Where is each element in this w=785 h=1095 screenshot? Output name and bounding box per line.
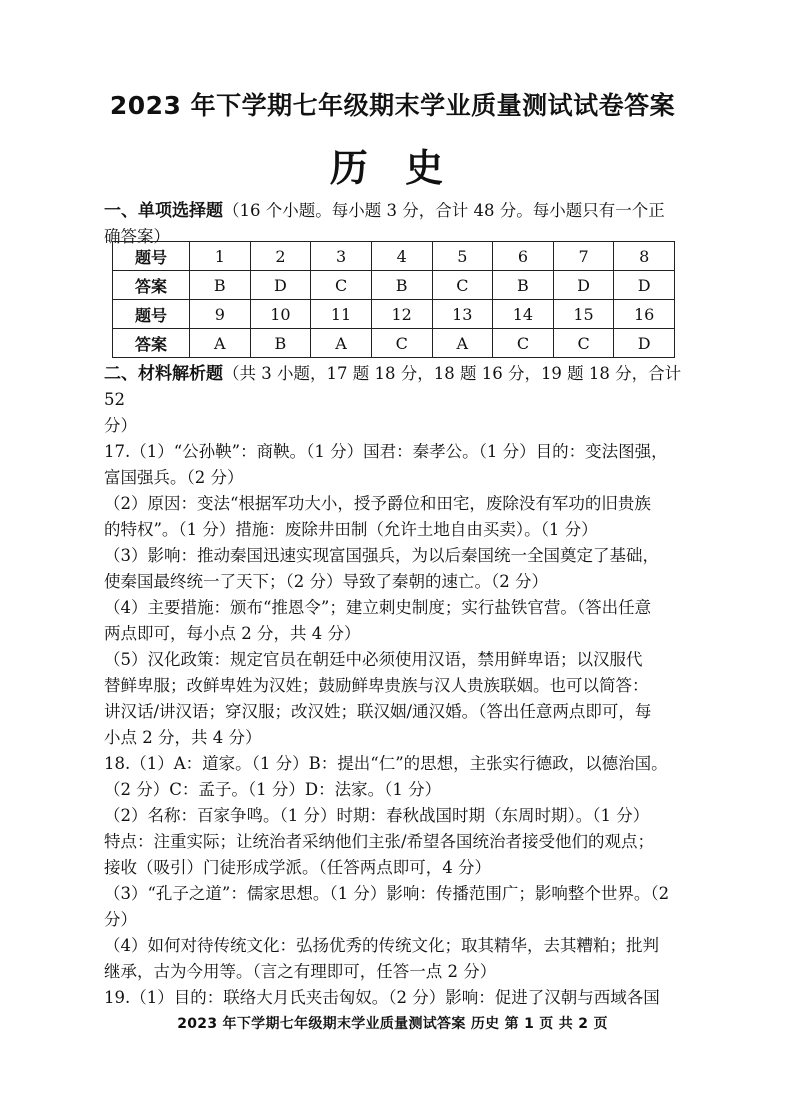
table-cell: 9: [190, 300, 251, 329]
answer-line: 继承，古为今用等。（言之有理即可，任答一点 2 分）: [104, 962, 497, 981]
table-cell: 7: [553, 242, 614, 271]
section1-note: （16 个小题。每小题 3 分，合计 48 分。每小题只有一个正: [223, 201, 665, 220]
answer-line: 特点：注重实际；让统治者采纳他们主张/希望各国统治者接受他们的观点；: [104, 832, 655, 851]
answer-table-body: [113, 242, 675, 358]
section2-answer-lines: [104, 413, 689, 1011]
table-cell: 14: [493, 300, 554, 329]
answer-line: 19.（1）目的：联络大月氏夹击匈奴。（2 分）影响：促进了汉朝与西域各国: [104, 988, 660, 1007]
table-cell: 6: [493, 242, 554, 271]
section1-note-line2: 确答案）: [104, 227, 170, 246]
answer-line: （4）如何对待传统文化：弘扬优秀的传统文化；取其精华，去其糟粕；批判: [104, 936, 659, 955]
table-row: [113, 300, 675, 329]
answer-line: 两点即可，每小点 2 分，共 4 分）: [104, 624, 361, 643]
answer-line: （2）原因：变法“根据军功大小，授予爵位和田宅，废除没有军功的旧贵族: [104, 494, 651, 513]
table-row-label: 题号: [113, 242, 190, 271]
table-cell: 13: [432, 300, 493, 329]
table-cell: C: [311, 271, 372, 300]
section2-note: （共 3 小题，17 题 18 分，18 题 16 分，19 题 18 分，合计 52: [104, 364, 682, 409]
table-cell: 2: [250, 242, 311, 271]
table-cell: B: [371, 271, 432, 300]
table-cell: A: [432, 329, 493, 358]
table-row-label: 答案: [113, 271, 190, 300]
answer-line: 17.（1）“公孙鞅”：商鞅。（1 分）国君：秦孝公。（1 分）目的：变法图强，: [104, 442, 668, 461]
table-row-label: 题号: [113, 300, 190, 329]
table-row: [113, 242, 675, 271]
answer-line: 分）: [104, 910, 137, 929]
table-cell: 15: [553, 300, 614, 329]
table-cell: C: [432, 271, 493, 300]
answer-line: （3）影响：推动秦国迅速实现富国强兵，为以后秦国统一全国奠定了基础，: [104, 546, 659, 565]
answer-line: 替鲜卑服；改鲜卑姓为汉姓；鼓励鲜卑贵族与汉人贵族联姻。也可以简答：: [104, 676, 649, 695]
table-row-label: 答案: [113, 329, 190, 358]
table-cell: 8: [614, 242, 675, 271]
table-cell: D: [553, 271, 614, 300]
answer-line: （3）“孔子之道”：儒家思想。（1 分）影响：传播范围广；影响整个世界。（2: [104, 884, 670, 903]
answer-line: （5）汉化政策：规定官员在朝廷中必须使用汉语，禁用鲜卑语；以汉服代: [104, 650, 643, 669]
table-cell: B: [250, 329, 311, 358]
table-cell: 11: [311, 300, 372, 329]
table-cell: A: [190, 329, 251, 358]
answer-line: （2 分）C：孟子。（1 分）D：法家。（1 分）: [104, 780, 442, 799]
answer-table: [112, 241, 675, 358]
answer-line: 富国强兵。（2 分）: [104, 468, 244, 487]
page-footer: 2023 年下学期七年级期末学业质量测试答案 历史 第 1 页 共 2 页: [177, 1016, 608, 1032]
answer-line: 18.（1）A：道家。（1 分）B：提出“仁”的思想，主张实行德政，以德治国。: [104, 754, 668, 773]
table-cell: 5: [432, 242, 493, 271]
answer-line: 讲汉话/讲汉语；穿汉服；改汉姓；联汉姻/通汉婚。（答出任意两点即可，每: [104, 702, 652, 721]
table-cell: 1: [190, 242, 251, 271]
answer-line: （4）主要措施：颁布“推恩令”；建立刺史制度；实行盐铁官营。（答出任意: [104, 598, 652, 617]
section1-heading: 一、单项选择题: [104, 201, 223, 221]
table-cell: C: [371, 329, 432, 358]
section2-heading: 二、材料解析题: [104, 364, 223, 384]
table-cell: D: [250, 271, 311, 300]
answer-line: 的特权”。（1 分）措施：废除井田制（允许土地自由买卖）。（1 分）: [104, 520, 598, 539]
answer-line: 使秦国最终统一了天下；（2 分）导致了秦朝的速亡。（2 分）: [104, 572, 548, 591]
table-cell: D: [614, 329, 675, 358]
answer-line: 分）: [104, 416, 137, 435]
subject-title: 历 史: [329, 145, 456, 190]
table-cell: 4: [371, 242, 432, 271]
answer-line: （2）名称：百家争鸣。（1 分）时期：春秋战国时期（东周时期）。（1 分）: [104, 806, 650, 825]
table-cell: 12: [371, 300, 432, 329]
table-cell: B: [493, 271, 554, 300]
table-cell: C: [553, 329, 614, 358]
section1-line1: [104, 198, 689, 224]
section2-line1: [104, 361, 689, 413]
table-row: [113, 329, 675, 358]
table-cell: 3: [311, 242, 372, 271]
answer-line: 接收（吸引）门徒形成学派。（任答两点即可，4 分）: [104, 858, 491, 877]
table-cell: 16: [614, 300, 675, 329]
table-cell: B: [190, 271, 251, 300]
section2: [104, 361, 689, 1011]
table-cell: 10: [250, 300, 311, 329]
document-title: 2023 年下学期七年级期末学业质量测试试卷答案: [109, 91, 676, 120]
table-cell: C: [493, 329, 554, 358]
table-cell: D: [614, 271, 675, 300]
table-cell: A: [311, 329, 372, 358]
table-row: [113, 271, 675, 300]
answer-line: 小点 2 分，共 4 分）: [104, 728, 262, 747]
